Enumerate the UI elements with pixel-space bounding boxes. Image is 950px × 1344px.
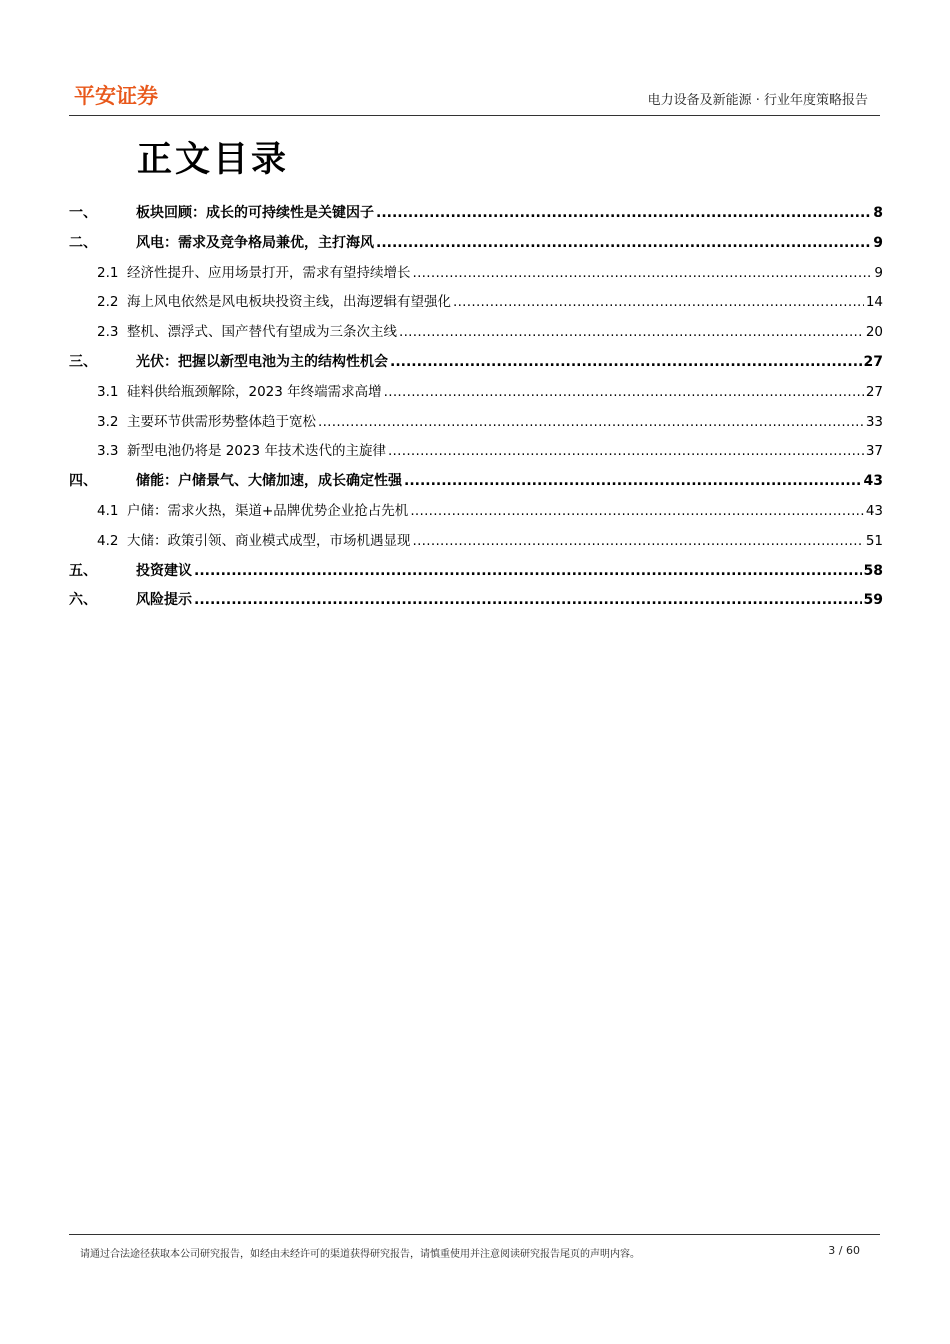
toc-entry-page: 33 xyxy=(865,413,883,430)
toc-entry-4[interactable] xyxy=(69,467,883,497)
toc-entry-title: 投资建议 xyxy=(136,562,192,579)
dot-leader xyxy=(390,348,862,378)
dot-leader xyxy=(194,557,862,587)
toc-entry-number: 2.3 xyxy=(97,324,119,341)
dot-leader xyxy=(410,497,864,527)
toc-entry-6[interactable] xyxy=(69,586,883,616)
report-category-title: 电力设备及新能源 · 行业年度策略报告 xyxy=(647,93,868,108)
page-number: 3 / 60 xyxy=(828,1244,860,1257)
dot-leader xyxy=(384,378,864,408)
toc-entry-3-1[interactable] xyxy=(69,378,883,408)
toc-entry-2-1[interactable] xyxy=(69,259,883,289)
toc-entry-page: 37 xyxy=(865,443,883,460)
toc-entry-2-3[interactable] xyxy=(69,318,883,348)
toc-entry-title: 风电：需求及竞争格局兼优，主打海风 xyxy=(136,234,374,251)
toc-entry-title: 海上风电依然是风电板块投资主线，出海逻辑有望强化 xyxy=(127,294,451,311)
toc-entry-title: 整机、漂浮式、国产替代有望成为三条次主线 xyxy=(127,324,397,341)
toc-entry-number: 2.2 xyxy=(97,294,119,311)
toc-entry-page: 27 xyxy=(863,353,883,370)
toc-entry-page: 51 xyxy=(865,532,883,549)
dot-leader xyxy=(318,408,864,438)
dot-leader xyxy=(194,586,862,616)
toc-entry-title: 大储：政策引领、商业模式成型，市场机遇显现 xyxy=(127,532,411,549)
toc-entry-2[interactable] xyxy=(69,229,883,259)
toc-entry-page: 14 xyxy=(865,294,883,311)
toc-entry-number: 4.2 xyxy=(97,532,119,549)
toc-entry-title: 硅料供给瓶颈解除，2023 年终端需求高增 xyxy=(127,383,382,400)
toc-entry-1[interactable] xyxy=(69,199,883,229)
toc-entry-5[interactable] xyxy=(69,557,883,587)
footer-disclaimer: 请通过合法途径获取本公司研究报告，如经由未经许可的渠道获得研究报告，请慎重使用并注意阅读研究报告尾页的声明内容。 xyxy=(80,1249,640,1260)
toc-entry-3-2[interactable] xyxy=(69,408,883,438)
toc-entry-4-2[interactable] xyxy=(69,527,883,557)
toc-entry-title: 新型电池仍将是 2023 年技术迭代的主旋律 xyxy=(127,443,386,460)
toc-entry-title: 光伏：把握以新型电池为主的结构性机会 xyxy=(136,353,388,370)
toc-entry-number: 四、 xyxy=(69,473,97,490)
dot-leader xyxy=(404,467,862,497)
toc-entry-number: 3.2 xyxy=(97,413,119,430)
dot-leader xyxy=(413,259,873,289)
toc-entry-3-3[interactable] xyxy=(69,437,883,467)
header-divider xyxy=(69,115,880,116)
toc-entry-number: 五、 xyxy=(69,562,97,579)
dot-leader xyxy=(413,527,864,557)
toc-entry-page: 43 xyxy=(863,473,883,490)
dot-leader xyxy=(399,318,864,348)
toc-entry-page: 8 xyxy=(873,205,883,221)
dot-leader xyxy=(376,199,871,229)
toc-entry-page: 59 xyxy=(863,592,883,609)
toc-entry-title: 储能：户储景气、大储加速，成长确定性强 xyxy=(136,473,402,490)
toc-entry-3[interactable] xyxy=(69,348,883,378)
toc-entry-number: 4.1 xyxy=(97,502,119,519)
dot-leader xyxy=(453,288,864,318)
toc-entry-page: 27 xyxy=(865,383,883,400)
toc-entry-page: 9 xyxy=(874,264,883,281)
toc-entry-2-2[interactable] xyxy=(69,288,883,318)
toc-entry-page: 58 xyxy=(863,562,883,579)
toc-entry-number: 一、 xyxy=(69,205,97,221)
dot-leader xyxy=(376,229,871,259)
toc-entry-title: 主要环节供需形势整体趋于宽松 xyxy=(127,413,316,430)
footer-divider xyxy=(69,1234,880,1235)
toc-entry-number: 六、 xyxy=(69,592,97,609)
toc-entry-title: 板块回顾：成长的可持续性是关键因子 xyxy=(136,205,374,221)
toc-entry-title: 风险提示 xyxy=(136,592,192,609)
page-title: 正文目录 xyxy=(137,140,290,180)
toc-entry-number: 3.1 xyxy=(97,383,119,400)
toc-entry-number: 二、 xyxy=(69,234,97,251)
table-of-contents xyxy=(69,199,883,616)
toc-entry-number: 2.1 xyxy=(97,264,119,281)
toc-entry-page: 20 xyxy=(865,324,883,341)
dot-leader xyxy=(388,437,864,467)
toc-entry-page: 9 xyxy=(873,234,883,251)
toc-entry-page: 43 xyxy=(865,502,883,519)
company-logo: 平安证券 xyxy=(74,84,158,108)
toc-entry-4-1[interactable] xyxy=(69,497,883,527)
toc-entry-number: 三、 xyxy=(69,353,97,370)
toc-entry-number: 3.3 xyxy=(97,443,119,460)
toc-entry-title: 户储：需求火热，渠道+品牌优势企业抢占先机 xyxy=(127,502,409,519)
toc-entry-title: 经济性提升、应用场景打开，需求有望持续增长 xyxy=(127,264,411,281)
